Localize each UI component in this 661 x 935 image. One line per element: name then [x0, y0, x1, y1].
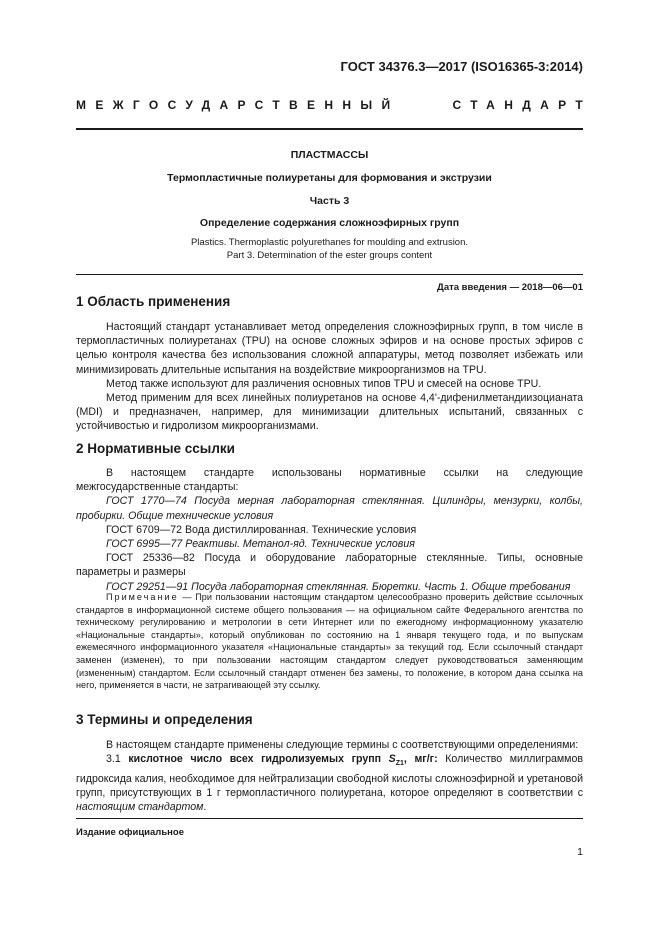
standard-banner [76, 98, 592, 112]
section-1-body [76, 320, 583, 434]
footer-divider [76, 818, 583, 819]
reference-item: ГОСТ 1770—74 Посуда мерная лабораторная стеклянная. Цилиндры, мензурки, колбы, пробирки. Общие технические условия [76, 495, 583, 522]
reference-item: ГОСТ 6709—72 Вода дистиллированная. Технические условия [106, 523, 417, 536]
standard-subtitle: Термопластичные полиуретаны для формования и экструзии [167, 172, 492, 184]
term-definition: 3.1 кислотное число всех гидролизуемых групп $S_{Z1}$, мг/г: Количество миллиграммов гидроксида калия, необходимое для нейтрализации свободной кислоты сложноэфирной и уретановой групп, присутствующих в 1 г термопластичного полиуретана, которое определяют в соответствии с настоящим стандартом. [76, 753, 583, 813]
banner-word-standard: СТАНДАРТ [452, 98, 592, 112]
reference-item: ГОСТ 25336—82 Посуда и оборудование лабораторные стеклянные. Типы, основные параметры и размеры [76, 552, 583, 579]
standard-title: ПЛАСТМАССЫ [290, 149, 369, 161]
note-text: — При пользовании настоящим стандартом целесообразно проверить действие ссылочных стандартов в информационной системе общего пользования — на официальном сайте Федерального агентства по техническому регулированию и метрологии в сети Интернет или по ежегодному информационному указателю «Национальные стандарты», который опубликован по состоянию на 1 января текущего года, и по выпускам ежемесячного информационного указателя «Национальные стандарты» за текущий год. Если ссылочный стандарт заменен (изменен), то при пользовании настоящим стандартом следует руководствоваться заменяющим (измененным) стандартом. Если ссылочный стандарт отменен без замены, то положение, в котором дана ссылка на него, применяется в части, не затрагивающей эту ссылку. [76, 592, 583, 691]
introduction-date: Дата введения — 2018—06—01 [437, 282, 583, 293]
english-title [76, 237, 583, 262]
term-name: кислотное число всех гидролизуемых групп [128, 753, 382, 766]
section-2-note [76, 591, 583, 692]
term-number: 3.1 [106, 753, 121, 766]
part-title: Определение содержания сложноэфирных групп [199, 217, 460, 229]
section-1-paragraph-2: Метод также используют для различения основных типов TPU и смесей на основе TPU. [106, 377, 542, 390]
page-number: 1 [577, 846, 583, 858]
term-definition-reference: настоящим стандартом [76, 800, 204, 813]
section-3-body [76, 738, 583, 814]
banner-word-interstate: МЕЖГОСУДАРСТВЕННЫЙ [76, 98, 400, 112]
section-3-heading: 3 Термины и определения [76, 712, 253, 727]
note-label: Примечание [106, 592, 179, 602]
term-symbol: $S_{Z1}$ [388, 753, 404, 768]
section-3-paragraph-1: В настоящем стандарте применены следующие термины с соответствующими определениями: [106, 739, 579, 751]
document-code: ГОСТ 34376.3—2017 (ISO16365-3:2014) [340, 59, 583, 74]
english-title-line-2: Part 3. Determination of the ester groups content [226, 249, 433, 261]
section-2-heading: 2 Нормативные ссылки [76, 441, 235, 456]
term-unit: , мг/г: [403, 753, 438, 766]
section-2-body [76, 466, 583, 594]
banner-divider [76, 128, 583, 130]
reference-item: ГОСТ 6995—77 Реактивы. Метанол-яд. Технические условия [106, 538, 415, 551]
section-2-paragraph-1: В настоящем стандарте использованы нормативные ссылки на следующие межгосударственные стандарты: [76, 467, 583, 494]
section-1-paragraph-3: Метод применим для всех линейных полиуретанов на основе 4,4'-дифенилметандиизоцианата (MDI) и предназначен, например, для минимизации длительных испытаний, связанных с устойчивостью и гидролизом микроорганизмами. [76, 392, 583, 433]
section-1-paragraph-1: Настоящий стандарт устанавливает метод определения сложноэфирных групп, в том числе в термопластичных полиуретанах (TPU) на основе сложных эфиров и на основе простых эфиров с целью контроля качества без использования сложной аппаратуры, метод позволяет избежать или минимизировать длительные испытания на воздействие микроорганизмов на TPU. [76, 321, 583, 376]
part-number: Часть 3 [309, 195, 350, 207]
reference-item: ГОСТ 29251—91 Посуда лабораторная стеклянная. Бюретки. Часть 1. Общие требования [106, 580, 571, 593]
english-title-line-1: Plastics. Thermoplastic polyurethanes for moulding and extrusion. [190, 237, 469, 248]
title-divider [76, 274, 583, 275]
official-edition-label: Издание официальное [76, 827, 184, 838]
term-definition-text: Количество миллиграммов гидроксида калия, необходимое для нейтрализации свободной кислоты сложноэфирной и уретановой групп, присутствующих в 1 г термопластичного полиуретана, которое определяют в соответствии с [76, 753, 583, 799]
section-1-heading: 1 Область применения [76, 294, 231, 309]
